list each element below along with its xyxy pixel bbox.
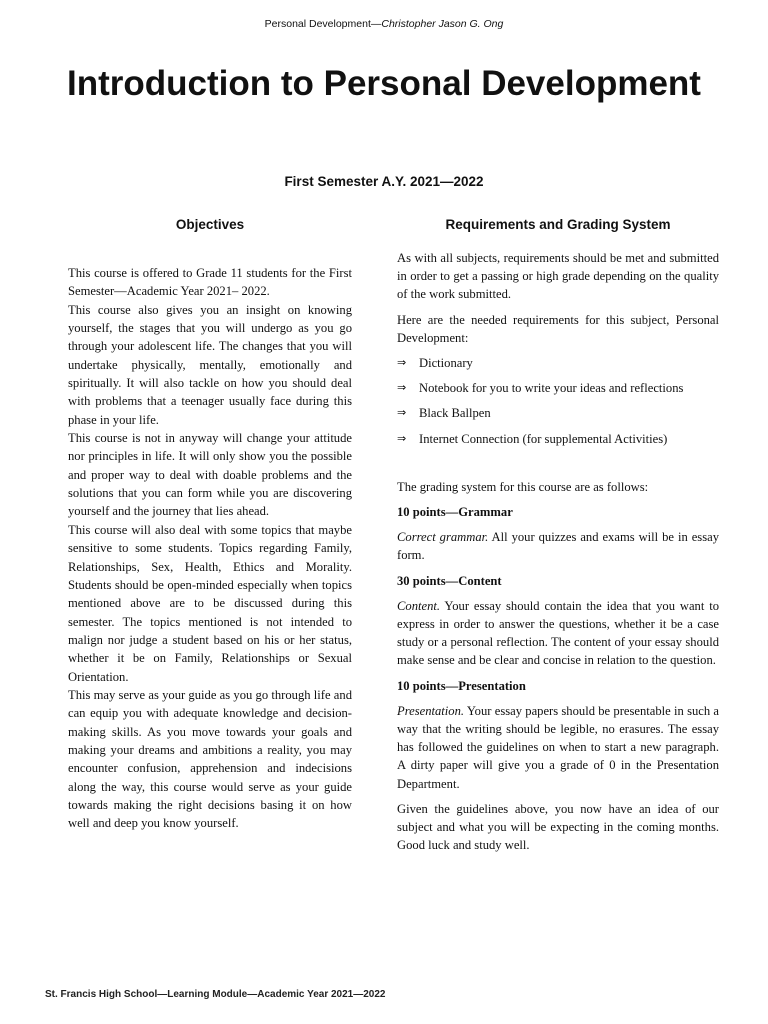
header-author: Christopher Jason G. Ong (381, 18, 504, 30)
grade-points-heading: 10 points—Presentation (397, 678, 526, 693)
grading-intro: The grading system for this course are as follows: (397, 479, 649, 494)
requirements-column (397, 249, 719, 861)
header-subject: Personal Development (264, 18, 371, 30)
objectives-paragraph: This may serve as your guide as you go through life and can equip you with adequate knowledge and decision-making skills. As you move towards your goals and making your dreams and ambitions a reality, you may encounter confusion, apprehension and indecisions along the way, this course would serve as your guide towards making the right decisions basing it on how well and deep you know yourself. (68, 687, 352, 831)
grade-points-heading: 10 points—Grammar (397, 505, 513, 520)
grade-lead: Correct grammar. (397, 530, 489, 545)
grade-description (397, 528, 719, 564)
page-footer: St. Francis High School—Learning Module—Academic Year 2021—2022 (45, 989, 386, 1000)
requirements-intro: As with all subjects, requirements should be met and submitted in order to get a passing or high grade depending on the quality of the work submitted. (397, 251, 719, 302)
arrow-right-icon: ⇒ (397, 381, 407, 395)
objectives-column (68, 264, 352, 833)
list-item (397, 430, 719, 448)
list-item (397, 354, 719, 372)
list-item-text: Internet Connection (for supplemental Activities) (419, 431, 668, 446)
list-item (397, 404, 719, 422)
grade-points-heading: 30 points—Content (397, 573, 502, 588)
grade-text: Your essay should contain the idea that you want to express in order to answer the questions, whether it be a case study or a personal reflection. The content of your essay should make sense and be clear and concise in relation to the question. (397, 598, 719, 668)
objectives-paragraph: This course also gives you an insight on knowing yourself, the stages that you will undergo as you go through your adolescent life. The changes that you will undertake physically, mentally, emotionally and spiritually. It will also tackle on how you should deal with problems that a teenager usually face during this phase in your life. (68, 302, 352, 427)
list-item (397, 379, 719, 397)
grade-text: Your essay papers should be presentable in such a way that the writing should be legible, no erasures. The essay has followed the guidelines on when to start a new paragraph. A dirty paper will give you a grade of 0 in the Presentation Department. (397, 703, 719, 791)
list-item-text: Dictionary (419, 356, 473, 371)
requirements-list (397, 354, 719, 448)
grade-description (397, 702, 719, 793)
arrow-right-icon: ⇒ (397, 431, 407, 445)
header-separator: — (370, 18, 382, 30)
requirements-needed-intro: Here are the needed requirements for this subject, Personal Development: (397, 312, 719, 345)
closing-paragraph: Given the guidelines above, you now have an idea of our subject and what you will be expecting in the coming months. Good luck and study well. (397, 801, 719, 853)
grade-text: All your quizzes and exams will be in essay form. (397, 530, 719, 563)
grade-description (397, 597, 719, 670)
grade-lead: Presentation. (397, 703, 465, 718)
objectives-heading: Objectives (175, 217, 245, 232)
page-title: Introduction to Personal Development (67, 64, 701, 103)
arrow-right-icon: ⇒ (397, 406, 407, 420)
list-item-text: Notebook for you to write your ideas and reflections (419, 381, 684, 396)
objectives-paragraph: This course is offered to Grade 11 students for the First Semester—Academic Year 2021– 2022. (68, 266, 352, 299)
list-item-text: Black Ballpen (419, 406, 491, 421)
grade-lead: Content. (397, 598, 441, 613)
objectives-paragraph: This course will also deal with some topics that maybe sensitive to some students. Topics regarding Family, Relationships, Sex, Health, Ethics and Morality. Students should be open-minded especially when topics mentioned above are to be discussed during this semester. The topics mentioned is not intended to malign nor judge a student based on his or her status, whether it be on Family, Relationships or Sexual Orientation. (68, 522, 352, 684)
semester-subtitle: First Semester A.Y. 2021—2022 (284, 174, 484, 189)
arrow-right-icon: ⇒ (397, 356, 407, 370)
objectives-paragraph: This course is not in anyway will change your attitude nor principles in life. It will only show you the possible and proper way to deal with doable problems and the solutions that you can form while you are discovering yourself and the journey that lies ahead. (68, 431, 352, 519)
running-header (0, 18, 768, 30)
requirements-heading: Requirements and Grading System (445, 217, 671, 232)
